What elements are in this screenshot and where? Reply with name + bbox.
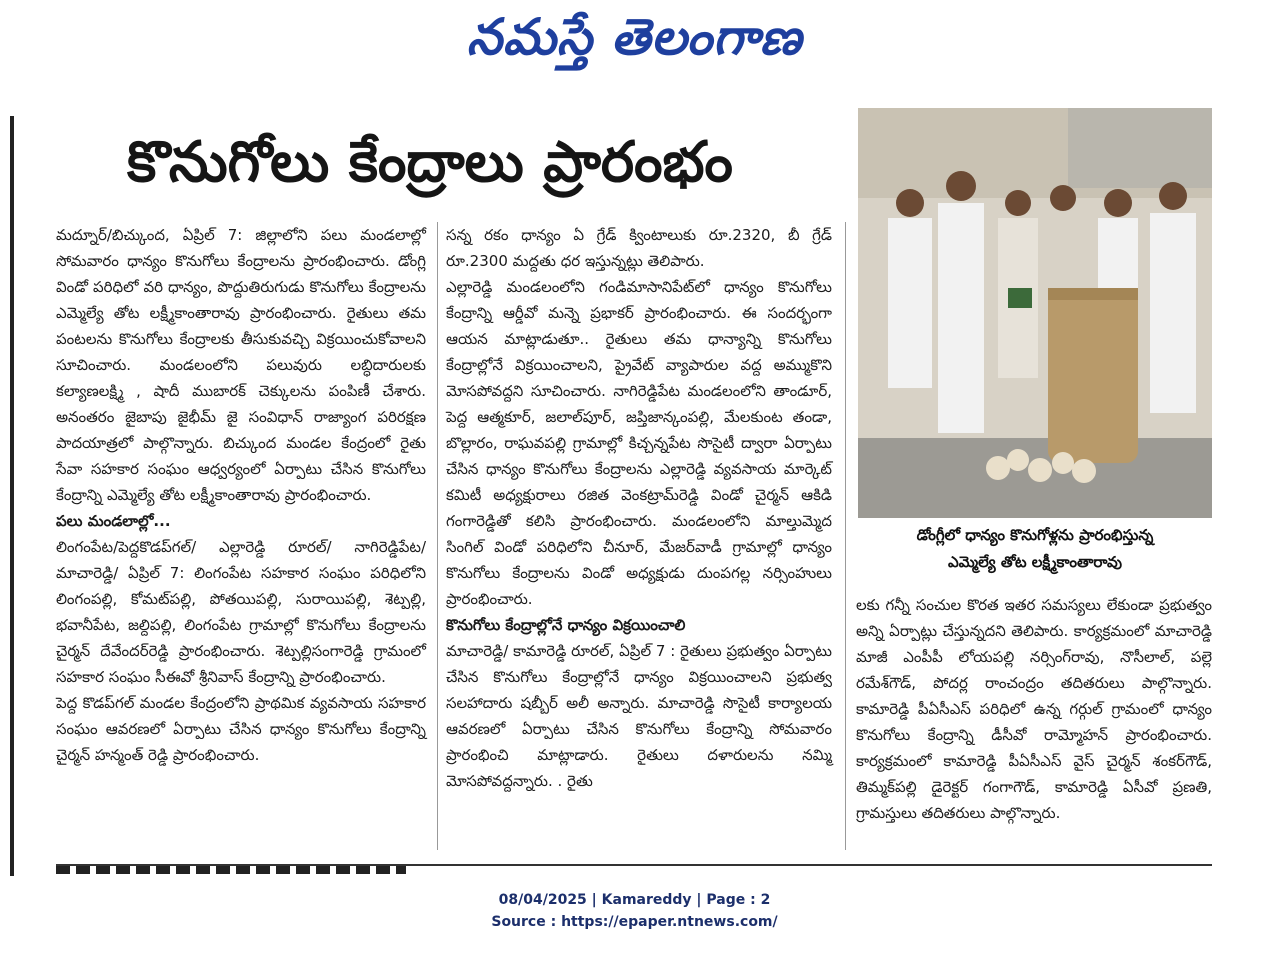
column2-paragraph-1: సన్న రకం ధాన్యం ఏ గ్రేడ్ క్వింటాలుకు రూ.2320, బీ గ్రేడ్ రూ.2300 మద్దతు ధర ఇస్తున్నట్లు తెలిపారు. (446, 226, 832, 270)
photo-caption-line-2: ఎమ్మెల్యే తోట లక్ష్మీకాంతారావు (948, 553, 1122, 571)
news-photo (858, 108, 1212, 518)
column1-paragraph-1: మద్నూర్/బిచ్కుంద, ఏప్రిల్ 7: జిల్లాలోని పలు మండలాల్లో సోమవారం ధాన్యం కొనుగోలు కేంద్రాలను ప్రారంభించారు. డోంగ్లి విండో పరిధిలో వరి ధాన్యం, పొద్దుతిరుగుడు కొనుగోలు కేంద్రాలను ఎమ్మెల్యే తోట లక్ష్మీకాంతారావు ప్రారంభించారు. రైతులు తమ పంటలను కొనుగోలు కేంద్రాలకు తీసుకువచ్చి విక్రయించుకోవాలని సూచించారు. మండలంలోని పలువురు లబ్ధిదారులకు కల్యాణలక్ష్మి , షాదీ ముబారక్ చెక్కులను పంపిణీ చేశారు. అనంతరం జైబాపు జైభీమ్ జై సంవిధాన్ రాజ్యాంగ పరిరక్షణ పాదయాత్రలో పాల్గొన్నారు. బిచ్కుంద మండల కేంద్రంలో రైతు సేవా సహకార సంఘం ఆధ్వర్యంలో ఏర్పాటు చేసిన కొనుగోలు కేంద్రాన్ని ఎమ్మెల్యే తోట లక్ష్మీకాంతారావు ప్రారంభించారు. (56, 226, 426, 504)
column1-paragraph-3: పెద్ద కొడప్‌గల్ మండల కేంద్రంలోని ప్రాథమిక వ్యవసాయ సహకార సంఘం ఆవరణలో ఏర్పాటు చేసిన ధాన్యం కొనుగోలు కేంద్రాన్ని చైర్మన్ హన్మంత్ రెడ్డి ప్రారంభించారు. (56, 694, 426, 764)
column-divider (845, 222, 846, 850)
column2-subhead: కొనుగోలు కేంద్రాల్లోనే ధాన్యం విక్రయించాలి (446, 616, 686, 634)
article-headline: కొనుగోలు కేంద్రాలు ప్రారంభం (127, 130, 733, 195)
photo-caption (858, 522, 1212, 576)
next-article-cut-strip (56, 866, 406, 874)
article-column-3 (856, 592, 1212, 826)
footer-source[interactable]: Source : https://epaper.ntnews.com/ (491, 914, 778, 930)
article-column-1 (56, 222, 426, 768)
footer-date-edition: 08/04/2025 | Kamareddy | Page : 2 (498, 892, 771, 908)
column3-paragraph-1: లకు గన్నీ సంచుల కొరత ఇతర సమస్యలు లేకుండా ప్రభుత్వం అన్ని ఏర్పాట్లు చేస్తున్నదని తెలిపారు. కార్యక్రమంలో మాచారెడ్డి మాజీ ఎంపీపీ లోయపల్లి నర్సింగ్‌రావు, నొసీలాల్, పల్లె రమేశ్‌గౌడ్, పోదర్ల రాంచంద్రం తదితరులు పాల్గొన్నారు. కామారెడ్డి పీఏసీఎస్ పరిధిలో ఉన్న గర్గుల్ గ్రామంలో ధాన్యం కొనుగోలు కేంద్రాన్ని డీసీవో రామ్మోహన్ ప్రారంభించారు. కార్యక్రమంలో కామారెడ్డి పీఏసీఎస్ వైస్ చైర్మన్ శంకర్‌గౌడ్, తిమ్మక్‌పల్లి డైరెక్టర్ గంగాగౌడ్, కామారెడ్డి ఏసీవో ప్రణతి, గ్రామస్తులు తదితరులు పాల్గొన్నారు. (856, 596, 1212, 822)
column2-paragraph-2: ఎల్లారెడ్డి మండలంలోని గండిమాసానిపేట్‌లో ధాన్యం కొనుగోలు కేంద్రాన్ని ఆర్డీవో మన్నె ప్రభాకర్ ప్రారంభించారు. ఈ సందర్భంగా ఆయన మాట్లాడుతూ.. రైతులు తమ ధాన్యాన్ని కొనుగోలు కేంద్రాల్లోనే విక్రయించాలని, ప్రైవేట్ వ్యాపారుల వద్ద అమ్ముకొని మోసపోవద్దని సూచించారు. నాగిరెడ్డిపేట మండలంలోని తాండూర్, పెద్ద ఆత్మకూర్, జలాల్‌పూర్, జప్తిజాన్కంపల్లి, మేలకుంట తండా, బొల్లారం, రాఘవపల్లి గ్రామాల్లో కిచ్చన్నపేట సొసైటీ ద్వారా ఏర్పాటు చేసిన ధాన్యం కొనుగోలు కేంద్రాలను ఎల్లారెడ్డి వ్యవసాయ మార్కెట్ కమిటీ అధ్యక్షురాలు రజిత వెంకట్రామ్‌రెడ్డి విండో చైర్మన్ ఆకిడి గంగారెడ్డితో కలిసి ప్రారంభించారు. మండలంలోని మాల్తుమ్మెద సింగిల్ విండో పరిధిలోని చీనూర్, మేజర్‌వాడీ గ్రామాల్లో ధాన్యం కొనుగోలు కేంద్రాలను విండో అధ్యక్షుడు దుంపగల్ల నర్సింహులు ప్రారంభించారు. (446, 278, 832, 608)
column1-paragraph-2: లింగంపేట/పెద్దకొడప్‌గల్/ ఎల్లారెడ్డి రూరల్/ నాగిరెడ్డిపేట/మాచారెడ్డి/ ఏప్రిల్ 7: లింగంపేట సహకార సంఘం పరిధిలోని లింగంపల్లి, కోమట్‌పల్లి, పోతయిపల్లి, సురాయిపల్లి, శెట్పల్లి, భవానీపేట, జల్దిపల్లి, లింగంపేట గ్రామాల్లో కొనుగోలు కేంద్రాలను చైర్మన్ దేవేందర్‌రెడ్డి ప్రారంభించారు. శెట్పల్లిసంగారెడ్డి గ్రామంలో సహకార సంఘం సీఈవో శ్రీనివాస్ కేంద్రాన్ని ప్రారంభించారు. (56, 538, 426, 686)
article-column-2 (446, 222, 832, 794)
column1-subhead: పలు మండలాల్లో... (56, 512, 171, 530)
photo-caption-line-1: డోంగ్లీలో ధాన్యం కొనుగోళ్లను ప్రారంభిస్తున్న (916, 526, 1154, 544)
news-photo-illustration (858, 108, 1212, 518)
left-border-rule (10, 116, 14, 876)
column-divider (437, 222, 438, 850)
column2-paragraph-3: మాచారెడ్డి/ కామారెడ్డి రూరల్, ఏప్రిల్ 7 : రైతులు ప్రభుత్వం ఏర్పాటు చేసిన కొనుగోలు కేంద్రాల్లోనే ధాన్యం విక్రయించాలని ప్రభుత్వ సలహాదారు షబ్బీర్ అలీ అన్నారు. మాచారెడ్డి సొసైటీ కార్యాలయ ఆవరణలో ఏర్పాటు చేసిన కొనుగోలు కేంద్రాన్ని సోమవారం ప్రారంభించి మాట్లాడారు. రైతులు దళారులను నమ్మి మోసపోవద్దన్నారు. . రైతు (446, 642, 832, 790)
masthead-logo: నమస్తే తెలంగాణ (466, 8, 803, 66)
